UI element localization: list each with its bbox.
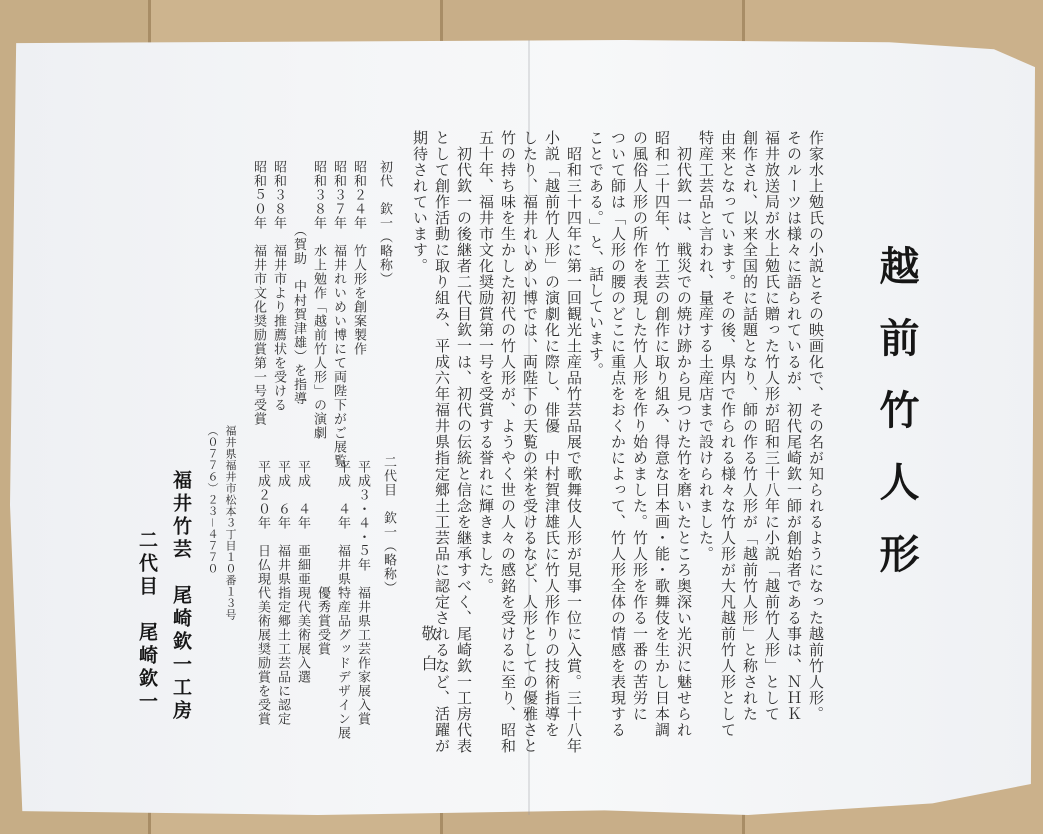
text-column: として創作活動に取り組み、平成六年福井県指定郷土工芸品に認定されるなど、活躍が bbox=[433, 130, 451, 754]
first-gen-line: 昭和３８年 水上勉作「越前竹人形」の演劇 bbox=[311, 160, 326, 440]
text-column: 竹の持ち味を生かした初代の竹人形が、ようやく世の人々の感銘を受けるに至り、昭和 bbox=[499, 130, 517, 754]
document-title: 越前竹人形 bbox=[873, 245, 920, 605]
text-column: 創作され、以来全国的に話題となり、師の作る竹人形が「越前竹人形」と称された bbox=[741, 130, 759, 722]
artist-name: 二代目 尾崎欽一 bbox=[136, 530, 158, 714]
text-column: 福井放送局が水上勉氏に贈った竹人形が昭和三十八年に小説「越前竹人形」として bbox=[763, 130, 781, 722]
second-gen-heading: 二代目 欽一（略称） bbox=[381, 455, 396, 595]
second-gen-line: 平成 ４年 亜細亜現代美術展入選 bbox=[295, 460, 310, 684]
text-column: そのルーツは様々に語られているが、初代尾崎欽一師が創始者である事は、ＮＨＫ bbox=[785, 130, 803, 722]
text-column: 五十年、福井市文化奨励賞第一号を受賞する誉れに輝きました。 bbox=[477, 130, 495, 594]
text-column: 昭和二十四年、竹工芸の創作に取り組み、得意な日本画・能・歌舞伎を生かし日本調 bbox=[653, 130, 671, 738]
second-gen-line: 平成 ６年 福井県指定郷土工芸品に認定 bbox=[275, 460, 290, 726]
text-column: 期待されています。 bbox=[411, 130, 429, 274]
text-column: ことである。」と、話しています。 bbox=[587, 130, 605, 379]
text-column: 初代欽一の後継者二代目欽一は、初代の伝統と信念を継承すべく、尾崎欽一工房代表 bbox=[455, 130, 473, 754]
second-gen-line: 平成２０年 日仏現代美術展奨励賞を受賞 bbox=[255, 460, 270, 726]
text-column: 特産工芸品と言われ、量産する土産店まで設けられました。 bbox=[697, 130, 715, 562]
first-gen-line: 昭和５０年 福井市文化奨励賞第一号受賞 bbox=[251, 160, 266, 426]
workshop-phone: （０７７６）２３－４７７０ bbox=[206, 425, 219, 575]
first-gen-line: 昭和２４年 竹人形を創案製作 bbox=[351, 160, 366, 356]
text-column: 作家水上勉氏の小説とその映画化で、その名が知られるようになった越前竹人形。 bbox=[807, 130, 825, 722]
second-gen-line: 平成 ４年 福井県特産品グッドデザイン展 bbox=[335, 460, 350, 740]
text-column: ついて師は「人形の腰のどこに重点をおくかによって、竹人形全体の情感を表現する bbox=[609, 130, 627, 738]
second-gen-line: 優秀賞受賞 bbox=[315, 460, 330, 656]
first-gen-line: 昭和３８年 福井市より推薦状を受ける bbox=[271, 160, 286, 412]
first-gen-line: （賀助 中村賀津雄）を指導 bbox=[291, 160, 306, 406]
text-column: 由来となっています。その後、県内で作られる様々な竹人形が大凡越前竹人形として bbox=[719, 130, 737, 738]
workshop-name: 福井竹芸 尾崎欽一工房 bbox=[170, 470, 192, 723]
second-gen-line: 平成３・４・５年 福井県工芸作家展入賞 bbox=[355, 460, 370, 726]
first-gen-line: 昭和３７年 福井れいめい博にて両陛下がご展覧 bbox=[331, 160, 346, 468]
closing-salutation: 敬白 bbox=[419, 625, 438, 685]
workshop-address: 福井県福井市松本３丁目１０番１３号 bbox=[224, 425, 237, 621]
text-column: 初代欽一は、戦災での焼け跡から見つけた竹を磨いたところ奥深い光沢に魅せられ bbox=[675, 130, 693, 738]
text-column: したり、福井れいめい博では、両陛下の天覧の栄を受けるなど、人形としての優雅さと bbox=[521, 130, 539, 754]
first-gen-heading: 初代 欽一（略称） bbox=[377, 160, 392, 286]
text-column: 昭和三十四年に第一回観光土産品竹芸品展で歌舞伎人形が見事一位に入賞。三十八年 bbox=[565, 130, 583, 754]
text-column: 小説「越前竹人形」の演劇化に際し、俳優 中村賀津雄氏に竹人形作りの技術指導を bbox=[543, 130, 561, 738]
text-column: の風俗人形の所作を表現した竹人形を作り始めました。竹人形を作る一番の苦労に bbox=[631, 130, 649, 722]
